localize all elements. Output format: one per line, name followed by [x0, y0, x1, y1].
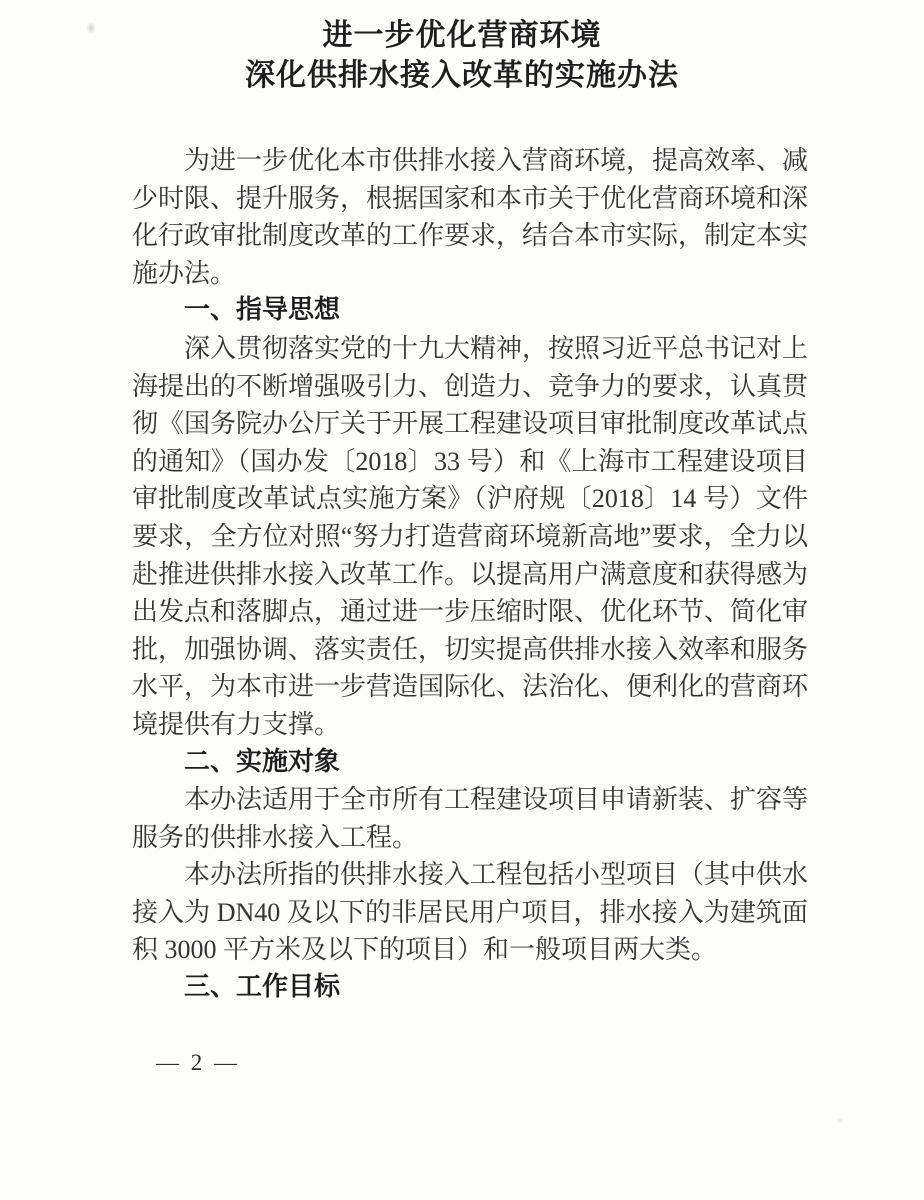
document-title-line-2: 深化供排水接入改革的实施办法: [245, 58, 679, 93]
document-title-line-1: 进一步优化营商环境: [322, 18, 602, 53]
section-heading-implementation-target: 二、实施对象: [184, 746, 341, 777]
scan-speck: [836, 1118, 844, 1124]
page-number: — 2 —: [156, 1050, 240, 1075]
document-title: [0, 16, 924, 96]
paragraph-preamble: 为进一步优化本市供排水接入营商环境，提高效率、减少时限、提升服务，根据国家和本市关于优化营商环境和深化行政审批制度改革的工作要求，结合本市实际，制定本实施办法。: [132, 146, 809, 288]
section-heading-work-goal: 三、工作目标: [184, 972, 341, 1003]
section-heading-guiding-ideology: 一、指导思想: [184, 295, 341, 326]
paragraph-project-categories: 本办法所指的供排水接入工程包括小型项目（其中供水接入为 DN40 及以下的非居民用户项目，排水接入为建筑面积 3000 平方米及以下的项目）和一般项目两大类。: [132, 860, 809, 965]
document-body: [132, 142, 808, 1007]
paragraph-guiding-ideology: 深入贯彻落实党的十九大精神，按照习近平总书记对上海提出的不断增强吸引力、创造力、竞争力的要求，认真贯彻《国务院办公厅关于开展工程建设项目审批制度改革试点的通知》（国办发〔2018〕33 号）和《上海市工程建设项目审批制度改革试点实施方案》（沪府规〔2018〕14 号）文件要求，全方位对照“努力打造营商环境新高地”要求，全力以赴推进供排水接入改革工作。以提高用户满意度和获得感为出发点和落脚点，通过进一步压缩时限、优化环节、简化审批，加强协调、落实责任，切实提高供排水接入效率和服务水平，为本市进一步营造国际化、法治化、便利化的营商环境提供有力支撑。: [132, 333, 809, 739]
paragraph-implementation-scope: 本办法适用于全市所有工程建设项目申请新装、扩容等服务的供排水接入工程。: [132, 785, 809, 852]
